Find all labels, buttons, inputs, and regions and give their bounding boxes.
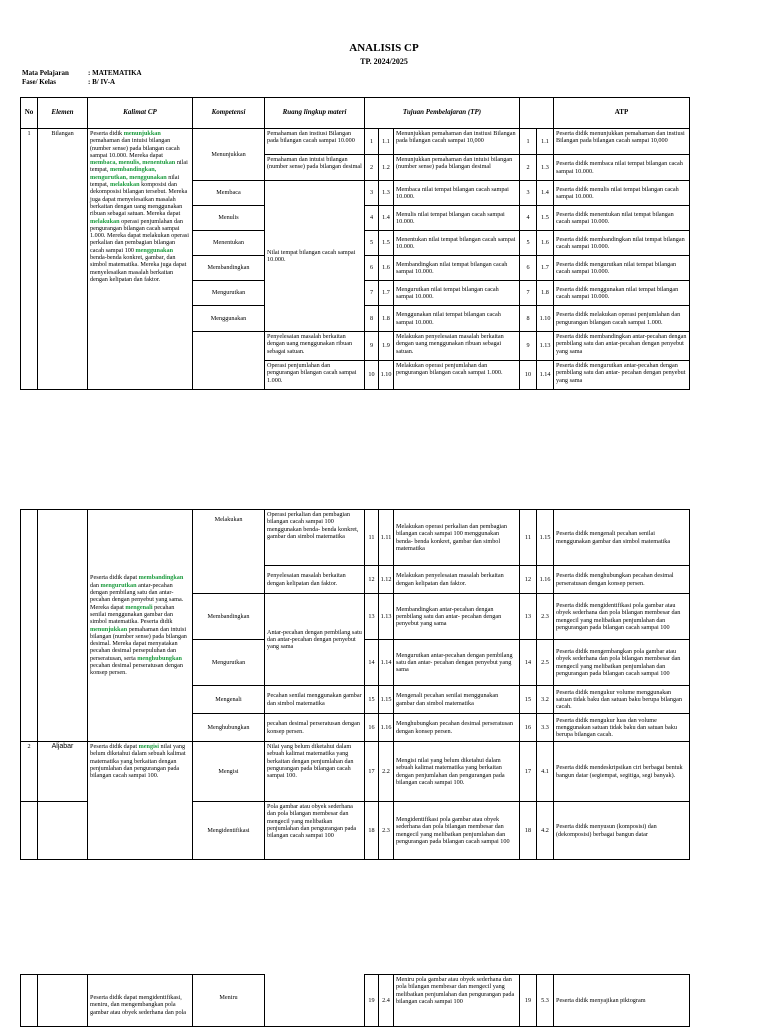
row-number: 1 <box>21 129 38 390</box>
header-no: No <box>21 98 38 129</box>
atp-number: 14 <box>520 640 537 686</box>
atp-code: 3.3 <box>537 714 554 742</box>
tp-cell: Mengurutkan antar-pecahan dengan pembilang satu dan antar- pecahan dengan penyebut yang sama <box>394 640 520 686</box>
header-elemen: Elemen <box>38 98 88 129</box>
tp-cell: Melakukan penyelesaian masalah berkaitan dengan uang menggunakan ribuan sebagai satuan. <box>394 332 520 361</box>
atp-code: 1.7 <box>537 256 554 281</box>
atp-code: 1.14 <box>537 361 554 390</box>
atp-code: 1.1 <box>537 129 554 155</box>
tp-number: 3 <box>365 181 379 206</box>
cp-text: Peserta didik <box>90 130 124 137</box>
kompetensi-cell: Menentukan <box>193 231 265 256</box>
ruang-empty <box>265 975 365 1027</box>
tp-number: 1 <box>365 129 379 155</box>
tp-number: 14 <box>365 640 379 686</box>
no-empty <box>21 802 38 860</box>
cp-text: operasi penjumlahan dan pengurangan bilangan cacah sampai 1.000. Mereka dapat melakukan operasi perkalian dan pembagian bilangan cacah sampai 100 <box>90 217 189 254</box>
kompetensi-cell: Menghubungkan <box>193 714 265 742</box>
tp-code: 1.4 <box>379 206 394 231</box>
tp-number: 7 <box>365 281 379 306</box>
tp-cell: Membandingkan antar-pecahan dengan pembilang satu dan antar- pecahan dengan penyebut yang sama <box>394 594 520 640</box>
table-header-row <box>21 98 690 129</box>
atp-cell: Peserta didik mengukur luas dan volume menggunakan satuan tidak baku dan satuan baku berupa bilangan cacah. <box>554 714 690 742</box>
doc-title: ANALISIS CP <box>349 42 419 54</box>
ruang-cell: Penyelesaian masalah berkaitan dengan kelipatan dan faktor. <box>265 566 365 594</box>
atp-code: 1.6 <box>537 231 554 256</box>
atp-number: 2 <box>520 155 537 181</box>
atp-cell: Peserta didik menulis nilai tempat bilangan cacah sampai 10.000. <box>554 181 690 206</box>
atp-cell: Peserta didik mendeskripsikan ciri berbagai bentuk bangun datar (segiempat, segitiga, segi banyak). <box>554 742 690 802</box>
tp-code: 1.7 <box>379 281 394 306</box>
tp-cell: Mengisi nilai yang belum diketahui dalam sebuah kalimat matematika yang berkaitan dengan penjumlahan dan pengurangan pada bilangan cacah sampai 100. <box>394 742 520 802</box>
tp-number: 2 <box>365 155 379 181</box>
cp-text: nilai yang belum diketahui dalam sebuah kalimat matematika yang berkaitan dengan penjumlahan dan pengurangan pada bilangan cacah sampai 100. <box>90 743 186 780</box>
ruang-cell: Pecahan senilai menggunakan gambar dan simbol matematika <box>265 686 365 714</box>
atp-code: 2.3 <box>537 594 554 640</box>
cp-analysis-table-page3 <box>20 974 690 1027</box>
atp-number: 16 <box>520 714 537 742</box>
cp-text: pemahaman dan intuisi bilangan (number sense) pada bilangan desimal. Mereka dapat menyatakan pecahan desimal persepuluhan dan perseratusan, serta <box>90 625 187 662</box>
atp-code: 1.5 <box>537 206 554 231</box>
tp-cell: Melakukan operasi penjumlahan dan pengurangan bilangan cacah sampai 1.000. <box>394 361 520 390</box>
tp-number: 18 <box>365 802 379 860</box>
atp-number: 9 <box>520 332 537 361</box>
kompetensi-cell: Membandingkan <box>193 256 265 281</box>
no-empty <box>21 975 38 1027</box>
kompetensi-cell: Melakukan <box>193 510 265 594</box>
tp-cell: Melakukan operasi perkalian dan pembagian bilangan cacah sampai 100 menggunakan benda- benda konkret, gambar dan simbol matematika <box>394 510 520 566</box>
atp-number: 18 <box>520 802 537 860</box>
table-row <box>21 510 690 566</box>
atp-cell: Peserta didik membaca nilai tempat bilangan cacah sampai 10.000. <box>554 155 690 181</box>
tp-code: 1.2 <box>379 155 394 181</box>
atp-cell: Peserta didik mengenali pecahan senilai menggunakan gambar dan simbol matematika <box>554 510 690 566</box>
cp-text: Peserta didik dapat <box>90 574 139 582</box>
ruang-cell: Nilai tempat bilangan cacah sampai 10.000. <box>265 181 365 332</box>
header-blank <box>520 98 554 129</box>
atp-cell: Peserta didik mengembangkan pola gambar atau obyek sederhana dan pola bilangan membesar dan mengecil yang melibatkan penjumlahan dan pengurangan pada bilangan cacah sampai 100 <box>554 640 690 686</box>
tp-number: 10 <box>365 361 379 390</box>
kompetensi-cell: Mengidentifikasi <box>193 802 265 860</box>
highlighted-verb: mengenali <box>125 603 153 611</box>
atp-number: 17 <box>520 742 537 802</box>
cp-text: pecahan desimal perseratusan dengan konsep persen. <box>90 661 183 677</box>
atp-number: 19 <box>520 975 537 1027</box>
ruang-cell: Pemahaman dan intuisi bilangan (number sense) pada bilangan desimal <box>265 155 365 181</box>
tp-cell: Melakukan penyelesaian masalah berkaitan dengan kelipatan dan faktor. <box>394 566 520 594</box>
atp-cell: Peserta didik menghubungkan pecahan desimal perseratusan dengan konsep persen. <box>554 566 690 594</box>
header-atp: ATP <box>554 98 690 129</box>
atp-cell: Peserta didik menggunakan nilai tempat bilangan cacah sampai 10.000. <box>554 281 690 306</box>
no-empty <box>21 510 38 742</box>
cp-text: benda-benda konkret, gambar, dan simbol matematika. Mereka juga dapat menyelesaikan masalah berkaitan dengan kelipatan dan faktor. <box>90 254 187 283</box>
atp-number: 1 <box>520 129 537 155</box>
tp-code: 1.14 <box>379 640 394 686</box>
atp-number: 13 <box>520 594 537 640</box>
ruang-cell: Operasi perkalian dan pembagian bilangan cacah sampai 100 menggunakan benda- benda konkret, gambar dan simbol matematika <box>265 510 365 566</box>
kompetensi-cell: Mengenali <box>193 686 265 714</box>
atp-cell: Peserta didik membandingkan nilai tempat bilangan cacah sampai 10.000. <box>554 231 690 256</box>
tp-code: 1.5 <box>379 231 394 256</box>
ruang-cell: Operasi penjumlahan dan pengurangan bilangan cacah sampai 1.000. <box>265 361 365 390</box>
doc-year: TP. 2024/2025 <box>360 57 408 66</box>
highlighted-verb: melakukan <box>90 217 120 225</box>
tp-cell: Meniru pola gambar atau obyek sederhana dan pola bilangan membesar dan mengecil yang melibatkan penjumlahan dan pengurangan pada bilangan cacah sampai 100 <box>394 975 520 1027</box>
tp-code: 1.16 <box>379 714 394 742</box>
cp-text: antar-pecahan dengan pembilang satu dan antar-pecahan dengan penyebut yang sama. Mereka dapat <box>90 581 184 611</box>
cp-text: komposisi dan dekomposisi bilangan tersebut. Mereka juga dapat menyelesaikan masalah berkaitan dengan uang menggunakan ribuan sebagai satuan. Mereka dapat <box>90 181 188 218</box>
row-number: 2 <box>21 742 38 802</box>
cp-text: nilai tempat, <box>90 173 180 189</box>
tp-code: 1.10 <box>379 361 394 390</box>
highlighted-verb: menunjukkan <box>90 625 128 633</box>
tp-code: 1.3 <box>379 181 394 206</box>
atp-cell: Peserta didik mengurutkan antar-pecahan dengan pembilang satu dan antar- pecahan dengan penyebut yang sama <box>554 361 690 390</box>
tp-code: 1.9 <box>379 332 394 361</box>
tp-cell: Mengenali pecahan senilai menggunakan gambar dan simbol matematika <box>394 686 520 714</box>
highlighted-verb: membaca, menulis, menentukan <box>90 159 176 167</box>
tp-number: 17 <box>365 742 379 802</box>
table-row <box>21 742 690 802</box>
atp-code: 5.3 <box>537 975 554 1027</box>
cp-text: nilai tempat, <box>90 159 188 174</box>
elemen-empty <box>38 975 88 1027</box>
tp-number: 6 <box>365 256 379 281</box>
cp-text: dan <box>90 581 101 589</box>
atp-code: 1.13 <box>537 332 554 361</box>
elemen-empty <box>38 802 88 860</box>
atp-cell: Peserta didik mengidentifikasi pola gambar atau obyek sederhana dan pola bilangan membesar dan mengecil yang melibatkan penjumlahan dan pengurangan pada bilangan cacah sampai 100 <box>554 594 690 640</box>
atp-cell: Peserta didik menentukan nilai tempat bilangan cacah sampai 10.000. <box>554 206 690 231</box>
highlighted-verb: menunjukkan <box>123 130 161 137</box>
tp-code: 1.13 <box>379 594 394 640</box>
atp-code: 1.3 <box>537 155 554 181</box>
highlighted-verb: menggunakan <box>135 246 174 254</box>
atp-number: 6 <box>520 256 537 281</box>
tp-code: 1.12 <box>379 566 394 594</box>
highlighted-verb: mengurutkan <box>100 581 137 589</box>
tp-code: 1.8 <box>379 306 394 332</box>
atp-cell: Peserta didik menyajikan piktogram <box>554 975 690 1027</box>
elemen-cell: Bilangan <box>38 129 88 390</box>
tp-code: 2.4 <box>379 975 394 1027</box>
atp-number: 12 <box>520 566 537 594</box>
atp-number: 3 <box>520 181 537 206</box>
ruang-cell: Nilai yang belum diketahui dalam sebuah kalimat matematika yang berkaitan dengan penjumlahan dan pengurangan pada bilangan cacah sampai 100. <box>265 742 365 802</box>
elemen-cell: Aljabar <box>38 742 88 802</box>
tp-cell: Mengurutkan nilai tempat bilangan cacah sampai 10.000. <box>394 281 520 306</box>
tp-number: 9 <box>365 332 379 361</box>
tp-cell: Menulis nilai tempat bilangan cacah sampai 10.000. <box>394 206 520 231</box>
kalimat-cp-cell <box>88 510 193 742</box>
highlighted-verb: melakukan <box>109 181 140 189</box>
atp-number: 11 <box>520 510 537 566</box>
ruang-cell: Penyelesaian masalah berkaitan dengan uang menggunakan ribuan sebagai satuan. <box>265 332 365 361</box>
kalimat-cp-cell <box>88 742 193 860</box>
tp-cell: Menunjukkan pemahaman dan instiusi Bilangan pada bilangan cacah sampai 10,000 <box>394 129 520 155</box>
atp-code: 1.10 <box>537 306 554 332</box>
atp-code: 3.2 <box>537 686 554 714</box>
ruang-cell: Pemahaman dan instiusi Bilangan pada bilangan cacah sampai 10.000 <box>265 129 365 155</box>
atp-code: 1.4 <box>537 181 554 206</box>
tp-code: 2.3 <box>379 802 394 860</box>
tp-code: 1.15 <box>379 686 394 714</box>
tp-cell: Menggunakan nilai tempat bilangan cacah sampai 10.000. <box>394 306 520 332</box>
tp-cell: Menunjukkan pemahaman dan intuisi bilangan (number sense) pada bilangan desimal <box>394 155 520 181</box>
atp-number: 5 <box>520 231 537 256</box>
tp-number: 11 <box>365 510 379 566</box>
atp-code: 1.16 <box>537 566 554 594</box>
kompetensi-cell: Mengurutkan <box>193 640 265 686</box>
meta-phase: Fase/ Kelas : B/ IV-A <box>22 78 116 86</box>
kalimat-cp-cell <box>88 129 193 390</box>
tp-number: 4 <box>365 206 379 231</box>
kompetensi-cell: Menggunakan <box>193 306 265 332</box>
header-kompetensi: Kompetensi <box>193 98 265 129</box>
tp-cell: Membaca nilai tempat bilangan cacah sampai 10.000. <box>394 181 520 206</box>
kompetensi-cell: Menulis <box>193 206 265 231</box>
meta-subject: Mata Pelajaran : MATEMATIKA <box>22 69 142 77</box>
kompetensi-cell: Mengurutkan <box>193 281 265 306</box>
ruang-cell: Pola gambar atau obyek sederhana dan pola bilangan membesar dan mengecil yang melibatkan penjumlahan dan pengurangan pada bilangan cacah sampai 100 <box>265 802 365 860</box>
atp-number: 7 <box>520 281 537 306</box>
table-row <box>21 975 690 1027</box>
ruang-cell: Antar-pecahan dengan pembilang satu dan antar-pecahan dengan penyebut yang sama <box>265 594 365 686</box>
atp-number: 4 <box>520 206 537 231</box>
kompetensi-cell: Membaca <box>193 181 265 206</box>
atp-number: 8 <box>520 306 537 332</box>
atp-code: 4.2 <box>537 802 554 860</box>
kompetensi-cell: Mengisi <box>193 742 265 802</box>
header-ruang-lingkup: Ruang lingkup materi <box>265 98 365 129</box>
ruang-cell: pecahan desimal perseratusan dengan konsep persen. <box>265 714 365 742</box>
atp-cell: Peserta didik membandingkan antar-pecahan dengan pembilang satu dan antar-pecahan dengan penyebut yang sama <box>554 332 690 361</box>
tp-code: 1.6 <box>379 256 394 281</box>
tp-cell: Membandingkan nilai tempat bilangan cacah sampai 10.000. <box>394 256 520 281</box>
tp-number: 16 <box>365 714 379 742</box>
tp-cell: Menentukan nilai tempat bilangan cacah sampai 10.000. <box>394 231 520 256</box>
highlighted-verb: menghubungkan <box>137 654 182 662</box>
tp-number: 12 <box>365 566 379 594</box>
cp-analysis-table-page1 <box>20 97 690 390</box>
tp-code: 1.11 <box>379 510 394 566</box>
cp-text: pecahan senilai menggunakan gambar dan simbol matematika. Peserta didik <box>90 603 175 626</box>
atp-cell: Peserta didik menunjukkan pemahaman dan instiusi Bilangan pada bilangan cacah sampai 10,000 <box>554 129 690 155</box>
atp-number: 15 <box>520 686 537 714</box>
cp-analysis-table-page2 <box>20 509 690 860</box>
atp-code: 4.1 <box>537 742 554 802</box>
atp-cell: Peserta didik melakukan operasi penjumlahan dan pengurangan bilangan cacah sampai 1.000. <box>554 306 690 332</box>
tp-code: 1.1 <box>379 129 394 155</box>
atp-cell: Peserta didik mengukur volume menggunakan satuan tidak baku dan satuan baku berupa bilangan cacah. <box>554 686 690 714</box>
header-tujuan-pembelajaran: Tujuan Pembelajaran (TP) <box>365 98 520 129</box>
kalimat-cp-cell: Peserta didik dapat mengidentifikasi, meniru, dan mengembangkan pola gambar atau obyek sederhana dan pola <box>88 975 193 1027</box>
tp-number: 5 <box>365 231 379 256</box>
elemen-empty <box>38 510 88 742</box>
tp-number: 19 <box>365 975 379 1027</box>
tp-cell: Menghubungkan pecahan desimal perseratusan dengan konsep persen. <box>394 714 520 742</box>
cp-text: pemahaman dan intuisi bilangan (number sense) pada bilangan cacah sampai 10.000. Mereka dapat <box>90 137 180 159</box>
cp-text: Peserta didik dapat <box>90 743 139 750</box>
highlighted-verb: membandingkan <box>138 574 184 582</box>
kompetensi-empty <box>193 332 265 390</box>
highlighted-verb: mengisi <box>138 743 159 750</box>
tp-number: 15 <box>365 686 379 714</box>
highlighted-verb: membandingkan, mengurutkan, menggunakan <box>90 166 167 181</box>
tp-number: 13 <box>365 594 379 640</box>
tp-code: 2.2 <box>379 742 394 802</box>
atp-code: 1.8 <box>537 281 554 306</box>
tp-number: 8 <box>365 306 379 332</box>
kompetensi-cell: Menunjukkan <box>193 129 265 181</box>
atp-cell: Peserta didik menyusun (komposisi) dan (dekomposisi) berbagai bangun datar <box>554 802 690 860</box>
atp-code: 2.5 <box>537 640 554 686</box>
kompetensi-cell: Membandingkan <box>193 594 265 640</box>
tp-cell: Mengidentifikasi pola gambar atau obyek sederhana dan pola bilangan membesar dan mengecil yang melibatkan penjumlahan dan pengurangan pada bilangan cacah sampai 100 <box>394 802 520 860</box>
kompetensi-cell: Meniru <box>193 975 265 1027</box>
atp-cell: Peserta didik mengurutkan nilai tempat bilangan cacah sampai 10.000. <box>554 256 690 281</box>
atp-number: 10 <box>520 361 537 390</box>
table-row <box>21 129 690 155</box>
header-kalimat-cp: Kalimat CP <box>88 98 193 129</box>
atp-code: 1.15 <box>537 510 554 566</box>
